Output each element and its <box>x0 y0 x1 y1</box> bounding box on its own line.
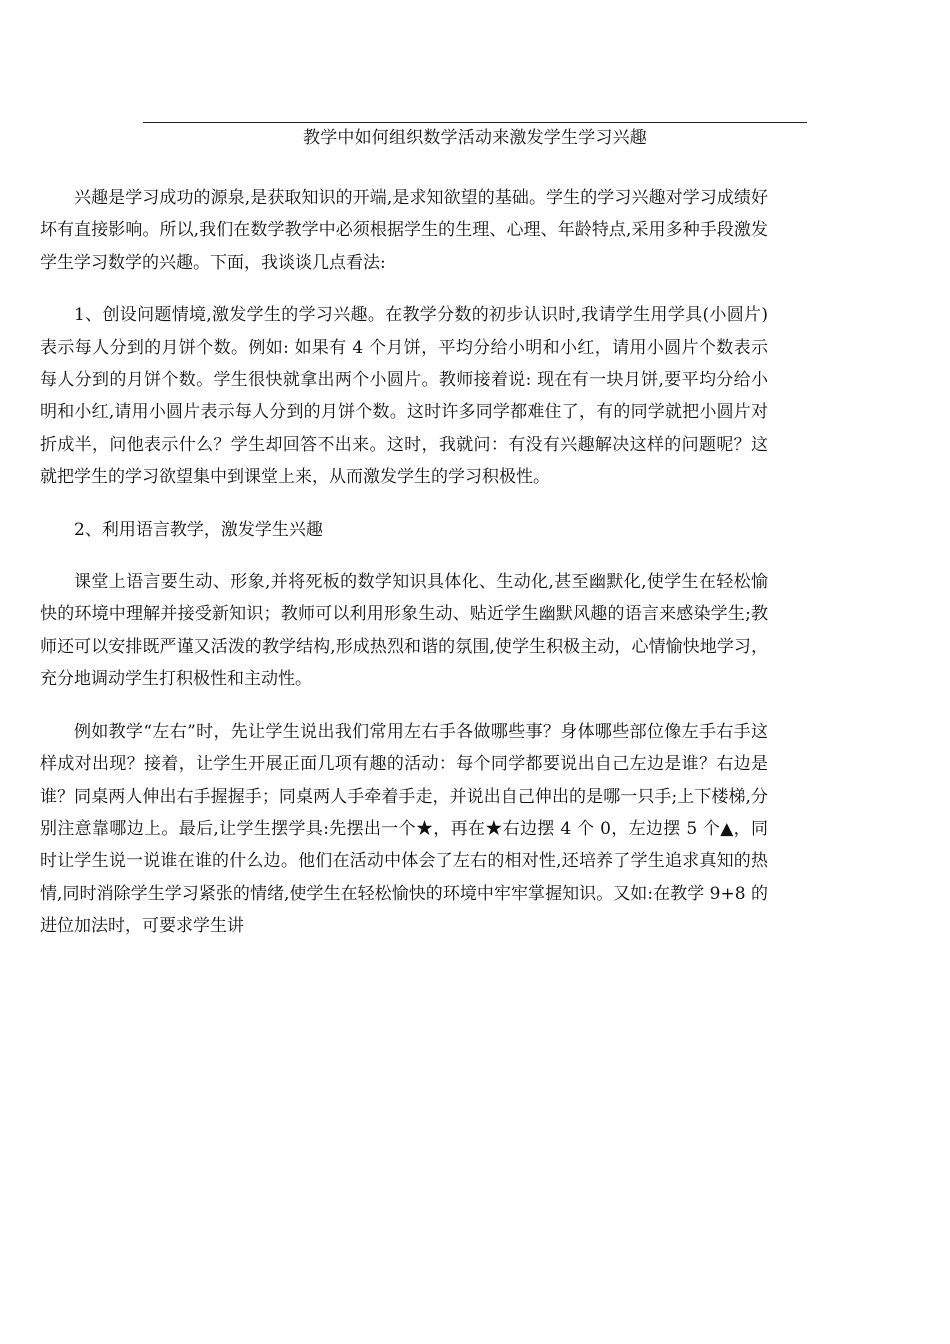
paragraph-section-2: 课堂上语言要生动、形象,并将死板的数学知识具体化、生动化,甚至幽默化,使学生在轻松愉快的环境中理解并接受新知识；教师可以利用形象生动、贴近学生幽默风趣的语言来感染学生;教师还可以安排既严谨又活泼的教学结构,形成热烈和谐的氛围,使学生积极主动，心情愉快地学习，充分地调动学生打积极性和主动性。 <box>40 572 768 690</box>
paragraph-intro: 兴趣是学习成功的源泉,是获取知识的开端,是求知欲望的基础。学生的学习兴趣对学习成绩好坏有直接影响。所以,我们在数学教学中必须根据学生的生理、心理、年龄特点,采用多种手段激发学生学习数学的兴趣。下面，我谈谈几点看法: <box>40 188 768 273</box>
paragraph-example: 例如教学“左右”时，先让学生说出我们常用左右手各做哪些事？身体哪些部位像左手右手这样成对出现？接着，让学生开展正面几项有趣的活动：每个同学都要说出自己左边是谁？右边是谁？同桌两人伸出右手握握手；同桌两人手牵着手走，并说出自己伸出的是哪一只手;上下楼梯,分别注意靠哪边上。最后,让学生摆学具:先摆出一个★，再在★右边摆 4 个 0，左边摆 5 个▲，同时让学生说一说谁在谁的什么边。他们在活动中体会了左右的相对性,还培养了学生追求真知的热情,同时消除学生学习紧张的情绪,使学生在轻松愉快的环境中牢牢掌握知识。又如:在教学 9+8 的进位加法时，可要求学生讲 <box>40 721 768 937</box>
section-heading-2: 2、利用语言教学，激发学生兴趣 <box>74 519 323 540</box>
paragraph-section-1: 1、创设问题情境,激发学生的学习兴趣。在教学分数的初步认识时,我请学生用学具(小圆片)表示每人分到的月饼个数。例如: 如果有 4 个月饼，平均分给小明和小红，请用小圆片个数表示每人分到的月饼个数。学生很快就拿出两个小圆片。教师接着说: 现在有一块月饼,要平均分给小明和小红,请用小圆片表示每人分到的月饼个数。这时许多同学都难住了，有的同学就把小圆片对折成半，问他表示什么？学生却回答不出来。这时，我就问：有没有兴趣解决这样的问题呢？这就把学生的学习欲望集中到课堂上来，从而激发学生的学习积极性。 <box>40 305 768 488</box>
header-rule <box>143 122 807 123</box>
document-title: 教学中如何组织数学活动来激发学生学习兴趣 <box>303 128 647 148</box>
document-body <box>40 182 768 963</box>
